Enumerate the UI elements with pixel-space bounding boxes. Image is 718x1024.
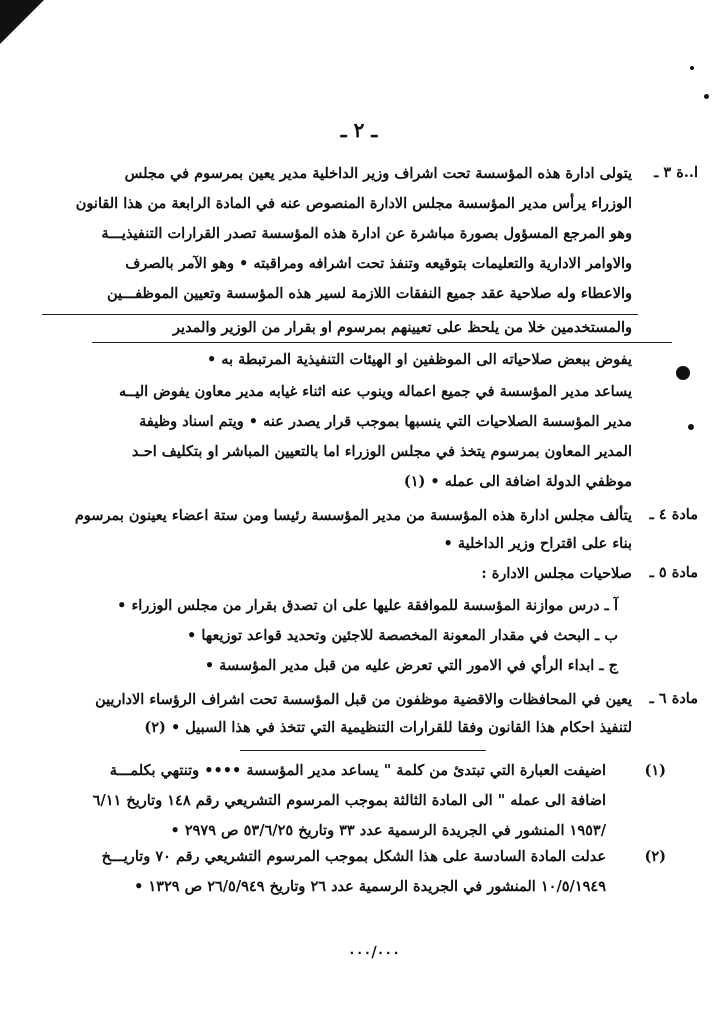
footnote-1-line-3: /١٩٥٣ المنشور في الجريدة الرسمية عدد ٣٣ وتاريخ ٥٣/٦/٢٥ ص ٢٩٧٩ •: [170, 822, 606, 839]
footnote-2-line-2: ١٠/٥/١٩٤٩ المنشور في الجريدة الرسمية عدد ٢٦ وتاريخ ٢٦/٥/٩٤٩ ص ١٣٢٩ •: [134, 878, 606, 895]
article-4-line-1: يتألف مجلس ادارة هذه المؤسسة من مدير المؤسسة رئيسا ومن ستة اعضاء يعينون بمرسوم: [74, 507, 632, 524]
article-3-line-8: يساعد مدير المؤسسة في جميع اعماله وينوب عنه اثناء غيابه مدير معاون يفوض اليــه: [119, 383, 632, 400]
article-5-label: مادة ٥ ـ: [649, 564, 698, 581]
scan-corner-mark: [0, 0, 44, 44]
scan-speck: [690, 66, 694, 70]
footer-mark: ٠٠٠/٠٠٠: [347, 944, 400, 961]
scan-speck: [688, 424, 694, 430]
scan-speck: [704, 94, 709, 99]
article-6-label: مادة ٦ ـ: [649, 690, 698, 707]
footnote-1-marker: (١): [644, 762, 666, 779]
article-3-line-11: موظفي الدولة اضافة الى عمله • (١): [403, 473, 632, 490]
article-3-line-10: المدير المعاون بمرسوم يتخذ في مجلس الوزراء اما بالتعيين المباشر او بتكليف احـد: [131, 443, 632, 460]
footnote-1-line-2: اضافة الى عمله " الى المادة الثالثة بموجب المرسوم التشريعي رقم ١٤٨ وتاريخ ٦/١١: [92, 792, 606, 809]
article-5-item-a: آ ـ درس موازنة المؤسسة للموافقة عليها على ان تصدق بقرار من مجلس الوزراء •: [117, 597, 618, 614]
article-5-intro: صلاحيات مجلس الادارة :: [481, 565, 632, 582]
scan-speck: [676, 366, 690, 380]
underline-rule: [42, 314, 638, 315]
article-6-line-2: لتنفيذ احكام هذا القانون وفقا للقرارات التنظيمية التي تتخذ في هذا السبيل • (٢): [144, 719, 632, 736]
footnote-2-marker: (٢): [644, 848, 666, 865]
article-4-line-2: بناء على اقتراح وزير الداخلية •: [443, 535, 632, 552]
article-5-item-b: ب ـ البحث في مقدار المعونة المخصصة للاجئين وتحديد قواعد توزيعها •: [187, 627, 618, 644]
footnote-separator: [240, 750, 486, 751]
article-3-line-5: والاعطاء وله صلاحية عقد جميع النفقات اللازمة لسير هذه المؤسسة وتعيين الموظفـــين: [106, 285, 632, 302]
footnote-2-line-1: عدلت المادة السادسة على هذا الشكل بموجب المرسوم التشريعي رقم ٧٠ وتاريـــخ: [101, 848, 606, 865]
footnote-1-line-1: اضيفت العبارة التي تبتدئ من كلمة " يساعد مدير المؤسسة •••• وتنتهي بكلمـــة: [109, 762, 606, 779]
article-3-label: ا..ة ٣ ـ: [654, 164, 698, 181]
article-3-line-3: وهو المرجع المسؤول بصورة مباشرة عن ادارة هذه المؤسسة تصدر القرارات التنفيذيـــة: [101, 225, 632, 242]
page-number: ـ ٢ ـ: [340, 118, 378, 142]
article-3-line-9: مدير المؤسسة الصلاحيات التي ينسبها بموجب قرار يصدر عنه • ويتم اسناد وظيفة: [139, 413, 632, 430]
article-3-line-2: الوزراء يرأس مدير المؤسسة مجلس الادارة المنصوص عنه في المادة الرابعة من هذا القانون: [75, 195, 632, 212]
article-4-label: مادة ٤ ـ: [649, 506, 698, 523]
article-3-line-7: يفوض ببعض صلاحياته الى الموظفين او الهيئات التنفيذية المرتبطة به •: [206, 351, 632, 368]
article-6-line-1: يعين في المحافظات والاقضية موظفون من قبل المؤسسة تحت اشراف الرؤساء الاداريين: [95, 691, 632, 708]
underline-rule: [92, 342, 672, 343]
article-5-item-c: ج ـ ابداء الرأي في الامور التي تعرض عليه من قبل مدير المؤسسة •: [204, 657, 618, 674]
article-3-line-6: والمستخدمين خلا من يلحظ على تعيينهم بمرسوم او بقرار من الوزير والمدير: [173, 319, 632, 336]
article-3-line-4: والاوامر الادارية والتعليمات بتوقيعه وتنفذ تحت اشرافه ومراقبته • وهو الآمر بالصرف: [125, 255, 632, 272]
article-3-line-1: يتولى ادارة هذه المؤسسة تحت اشراف وزير الداخلية مدير يعين بمرسوم في مجلس: [124, 165, 632, 182]
